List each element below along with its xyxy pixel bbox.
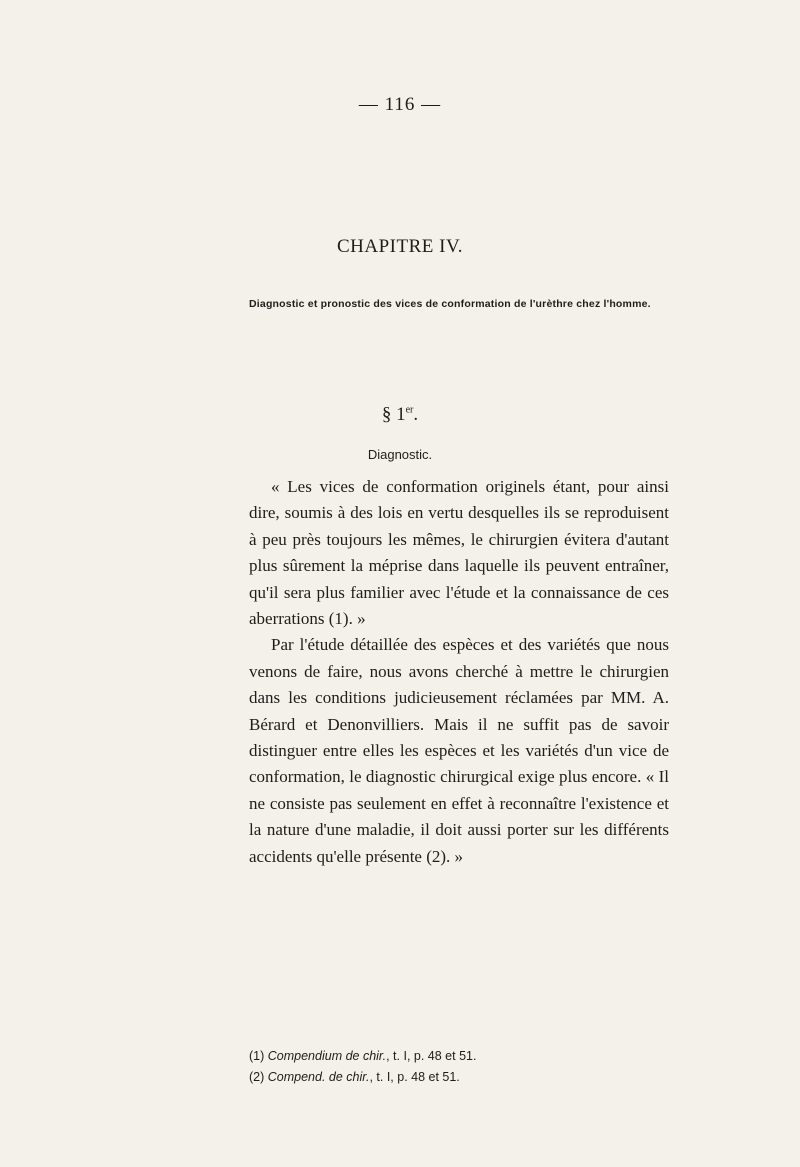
- section-number: § 1er.: [381, 404, 419, 425]
- footnote-2: [249, 1067, 669, 1088]
- body-text: [249, 474, 669, 870]
- footnote-marker: (1): [249, 1049, 265, 1063]
- footnote-1: [249, 1046, 669, 1067]
- chapter-subtitle: Diagnostic et pronostic des vices de conformation de l'urèthre chez l'homme.: [249, 298, 651, 310]
- paragraph-quote: « Les vices de conformation originels étant, pour ainsi dire, soumis à des lois en vertu desquelles ils se reproduisent à peu près toujours les mêmes, le chirurgien évitera d'autant plus sûrement la méprise dans laquelle ils peuvent entraîner, qu'il sera plus familier avec l'étude et la connaissance de ces aberrations (1). »: [249, 477, 669, 629]
- paragraph-main: Par l'étude détaillée des espèces et des variétés que nous venons de faire, nous avons cherché à mettre le chirurgien dans les conditions judicieusement réclamées par MM. A. Bérard et Denonvilliers. Mais il ne suffit pas de savoir distinguer entre elles les espèces et les variétés d'un vice de conformation, le diagnostic chirurgical exige plus encore. « Il ne consiste pas seulement en effet à reconnaître l'existence et la nature d'une maladie, il doit aussi porter sur les différents accidents qu'elle présente (2). »: [249, 635, 669, 866]
- footnotes: [249, 1046, 669, 1088]
- section-number-superscript: er: [405, 404, 414, 416]
- footnote-ref: , t. I, p. 48 et 51.: [369, 1070, 460, 1084]
- chapter-title: CHAPITRE IV.: [337, 236, 463, 257]
- page-number: — 116 —: [358, 94, 442, 115]
- section-heading: Diagnostic.: [367, 447, 433, 462]
- footnote-title: Compendium de chir.: [267, 1049, 387, 1063]
- footnote-ref: , t. I, p. 48 et 51.: [386, 1049, 477, 1063]
- footnote-title: Compend. de chir.: [267, 1070, 370, 1084]
- footnote-marker: (2): [249, 1070, 265, 1084]
- section-number-text: § 1: [381, 404, 406, 425]
